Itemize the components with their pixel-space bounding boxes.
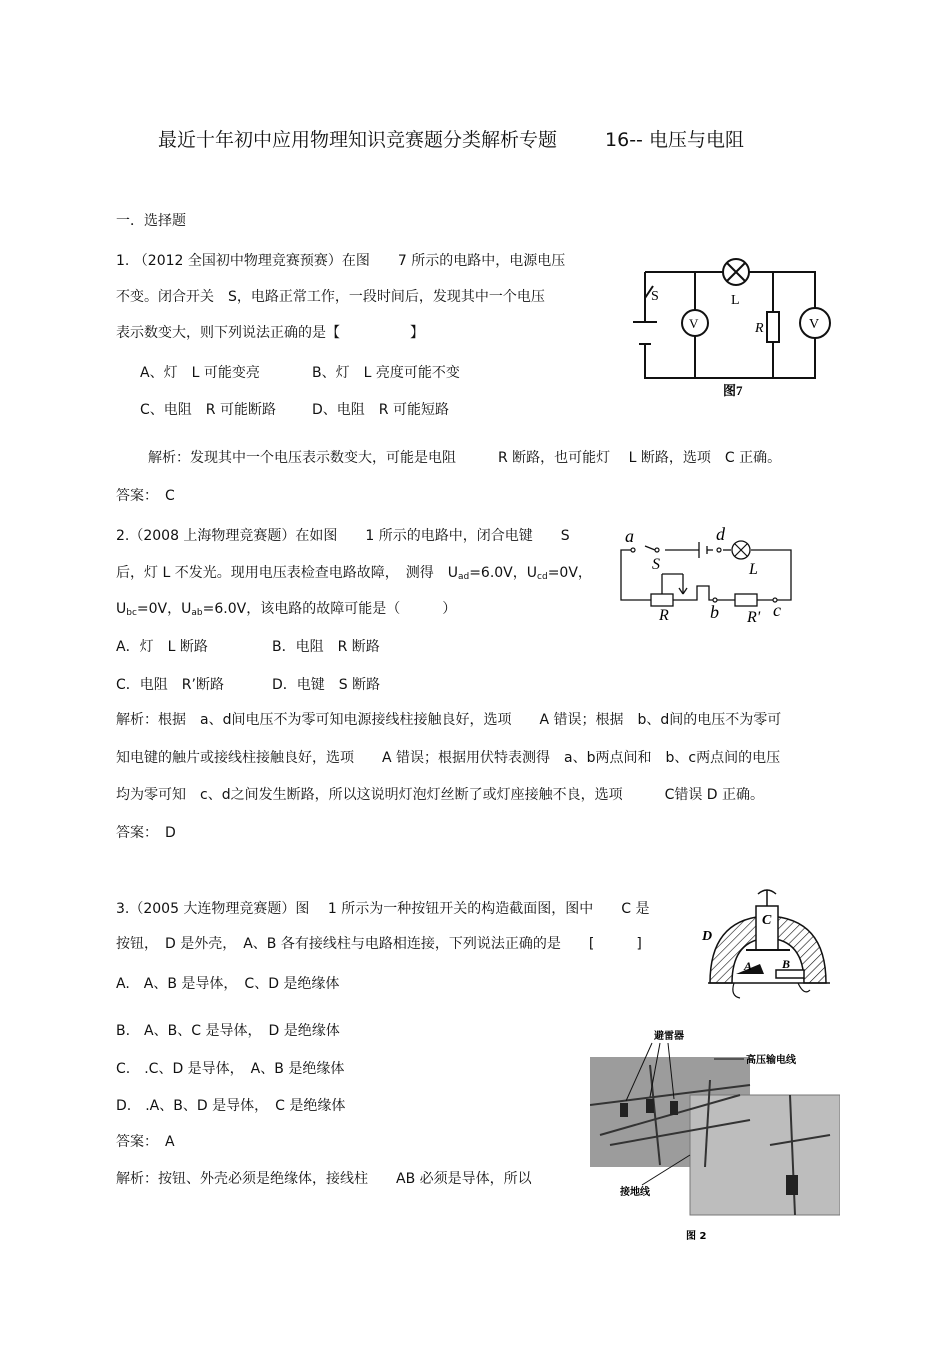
switch-label-b: B (782, 957, 791, 971)
fig7-voltmeter-right: V (809, 317, 820, 332)
q2-option-d: D．电键 S 断路 (272, 677, 381, 693)
label-high-voltage-line: 高压输电线 (746, 1055, 796, 1066)
rheostat-icon (651, 594, 673, 606)
q1-option-c: C、电阻 R 可能断路 (140, 402, 276, 418)
q2-option-c: C．电阻 R’断路 (116, 677, 224, 693)
q3-option-a: A. A、B 是导体， C、D 是绝缘体 (116, 976, 340, 992)
q3-answer: 答案： A (116, 1134, 175, 1150)
fig7-caption: 图7 (723, 383, 743, 398)
fig1-label-d: d (716, 524, 725, 544)
q2-line1: 2.（2008 上海物理竞赛题）在如图 1 所示的电路中，闭合电键 S (116, 528, 570, 544)
fig1-label-a: a (625, 526, 634, 546)
fig1-label-r-prime: R' (747, 609, 761, 626)
title-main: 最近十年初中应用物理知识竞赛题分类解析专题 (158, 129, 558, 151)
fig7-label-l: L (731, 293, 740, 308)
fig1-label-b: b (710, 602, 719, 622)
switch-label-a: A (744, 959, 753, 973)
page-title (158, 128, 744, 152)
fig2-caption: 图 2 (686, 1231, 707, 1242)
label-arrester: 避雷器 (654, 1031, 684, 1042)
q2-line3: $U_{bc}=0V$，$U_{ab}=6.0V$，该电路的故障可能是（ ） (116, 601, 457, 618)
title-tail: 16-- 电压与电阻 (605, 129, 744, 151)
circuit-figure-7 (625, 250, 835, 400)
resistor-icon (735, 594, 757, 606)
fig1-label-r: R (659, 607, 669, 624)
fig7-label-s: S (651, 289, 659, 304)
q2-option-b: B．电阻 R 断路 (272, 639, 380, 655)
q3-option-d: D. .A、B、D 是导体， C 是绝缘体 (116, 1098, 346, 1114)
q2-analysis-2: 知电键的触片或接线柱接触良好，选项 A 错误；根据用伏特表测得 a、b两点间和 b、c两点间的电压 (116, 750, 781, 766)
resistor-icon (767, 312, 779, 342)
q1-answer: 答案： C (116, 488, 175, 504)
q1-line3: 表示数变大，则下列说法正确的是【 】 (116, 325, 424, 341)
fig1-label-s: S (652, 556, 660, 573)
q1-line2: 不变。闭合开关 S，电路正常工作，一段时间后，发现其中一个电压 (116, 289, 545, 305)
q3-option-c: C. .C、D 是导体， A、B 是绝缘体 (116, 1061, 345, 1077)
q2-analysis-3: 均为零可知 c、d之间发生断路，所以这说明灯泡灯丝断了或灯座接触不良，选项 C错误 D 正确。 (116, 787, 765, 803)
fig1-label-c: c (773, 600, 781, 620)
q1-option-b: B、灯 L 亮度可能不变 (312, 365, 460, 381)
q1-option-a: A、灯 L 可能变亮 (140, 365, 260, 381)
q2-analysis-1: 解析：根据 a、d间电压不为零可知电源接线柱接触良好，选项 A 错误；根据 b、d间的电压不为零可 (116, 712, 782, 728)
fig7-voltmeter-left: V (689, 316, 699, 331)
q2-line2: 后，灯 L 不发光。现用电压表检查电路故障， 测得 $U_{ad}=6.0V$，$U_{cd}=0V$， (116, 565, 592, 582)
q1-line1: 1. （2012 全国初中物理竞赛预赛）在图 7 所示的电路中，电源电压 (116, 253, 566, 269)
section-heading: 一．选择题 (116, 213, 186, 229)
q1-option-d: D、电阻 R 可能短路 (312, 402, 449, 418)
q3-option-b: B. A、B、C 是导体， D 是绝缘体 (116, 1023, 340, 1039)
switch-label-d: D (702, 929, 713, 944)
button-switch-figure (700, 888, 840, 1008)
q2-option-a: A．灯 L 断路 (116, 639, 208, 655)
q3-analysis: 解析：按钮、外壳必须是绝缘体，接线柱 AB 必须是导体，所以 (116, 1171, 532, 1187)
q3-line2: 按钮， D 是外壳， A、B 各有接线柱与电路相连接，下列说法正确的是 [ ] (116, 936, 642, 952)
fig1-label-l: L (749, 561, 758, 578)
power-line-photo-figure (590, 1025, 840, 1245)
q2-answer: 答案： D (116, 825, 176, 841)
label-ground-wire: 接地线 (620, 1187, 650, 1198)
q1-analysis: 解析：发现其中一个电压表示数变大，可能是电阻 R 断路，也可能灯 L 断路，选项 C 正确。 (148, 450, 782, 466)
q3-line1: 3.（2005 大连物理竞赛题）图 1 所示为一种按钮开关的构造截面图，图中 C 是 (116, 901, 650, 917)
fig7-label-r: R (755, 321, 764, 336)
circuit-figure-1 (615, 522, 805, 627)
switch-label-c: C (762, 913, 772, 928)
